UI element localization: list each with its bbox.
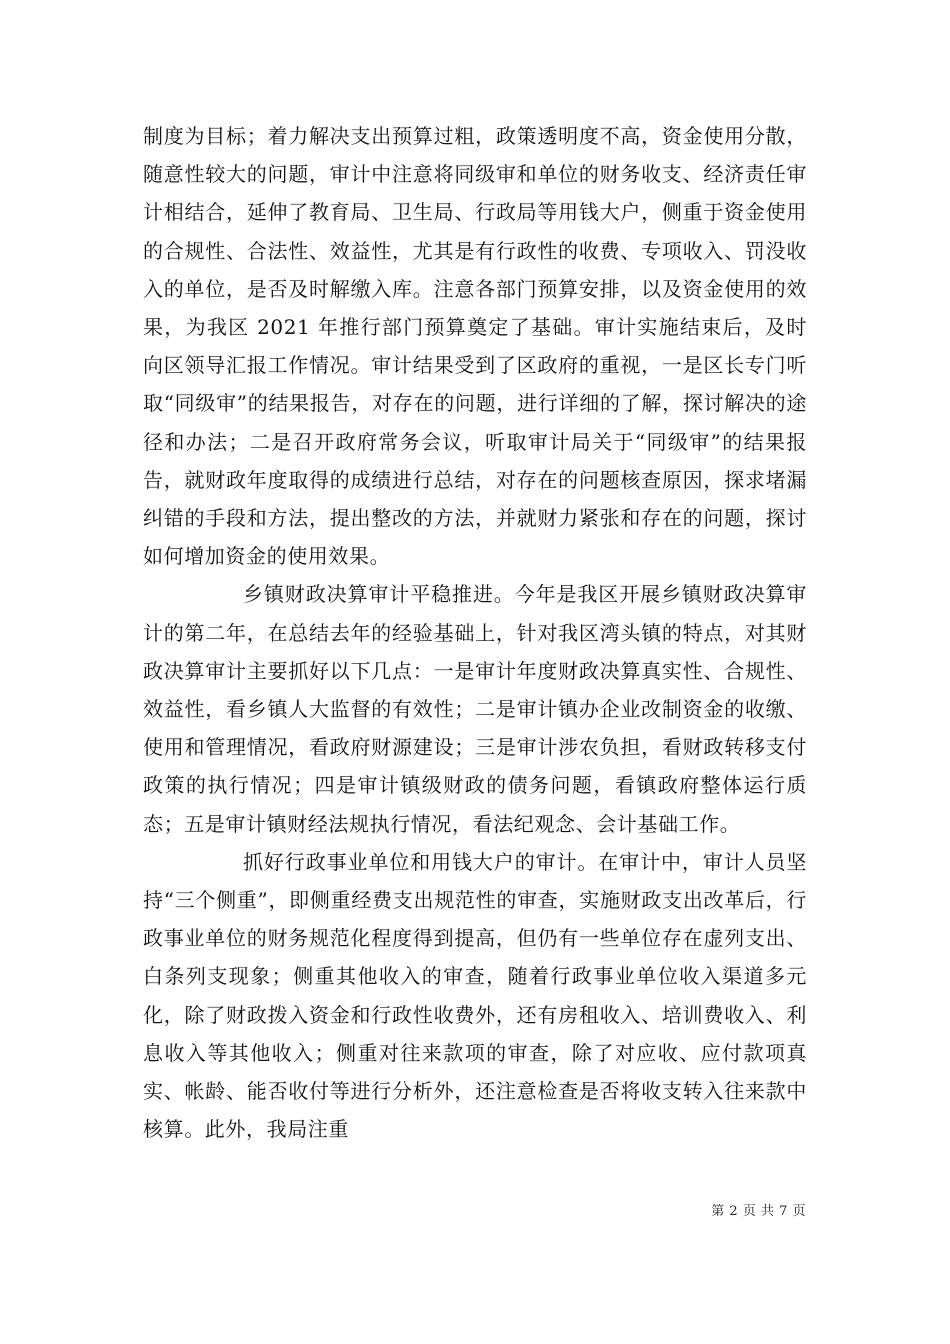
document-body xyxy=(143,117,807,1148)
paragraph-administrative-audit: 抓好行政事业单位和用钱大户的审计。在审计中，审计人员坚持“三个侧重”，即侧重经费支出规范性的审查，实施财政支出改革后，行政事业单位的财务规范化程度得到提高，但仍有一些单位存在虚列支出、白条列支现象；侧重其他收入的审查，随着行政事业单位收入渠道多元化，除了财政拨入资金和行政性收费外，还有房租收入、培训费收入、利息收入等其他收入；侧重对往来款项的审查，除了对应收、应付款项真实、帐龄、能否收付等进行分析外，还注意检查是否将收支转入往来款中核算。此外，我局注重 xyxy=(143,849,807,1142)
paragraph-township-audit: 乡镇财政决算审计平稳推进。今年是我区开展乡镇财政决算审计的第二年，在总结去年的经验基础上，针对我区湾头镇的特点，对其财政决算审计主要抓好以下几点：一是审计年度财政决算真实性、合规性、效益性，看乡镇人大监督的有效性；二是审计镇办企业改制资金的收缴、使用和管理情况，看政府财源建设；三是审计涉农负担，看财政转移支付政策的执行情况；四是审计镇级财政的债务问题，看镇政府整体运行质态；五是审计镇财经法规执行情况，看法纪观念、会计基础工作。 xyxy=(143,582,807,836)
page-footer: 第 2 页 共 7 页 xyxy=(711,1204,806,1219)
paragraph-budget-audit: 制度为目标；着力解决支出预算过粗，政策透明度不高，资金使用分散，随意性较大的问题，审计中注意将同级审和单位的财务收支、经济责任审计相结合，延伸了教育局、卫生局、行政局等用钱大户，侧重于资金使用的合规性、合法性、效益性，尤其是有行政性的收费、专项收入、罚没收入的单位，是否及时解缴入库。注意各部门预算安排，以及资金使用的效果，为我区 2021 年推行部门预算奠定了基础。审计实施结束后，及时向区领导汇报工作情况。审计结果受到了区政府的重视，一是区长专门听取“同级审”的结果报告，对存在的问题，进行详细的了解，探讨解决的途径和办法；二是召开政府常务会议，听取审计局关于“同级审”的结果报告，就财政年度取得的成绩进行总结，对存在的问题核查原因，探求堵漏纠错的手段和方法，提出整改的方法，并就财力紧张和存在的问题，探讨如何增加资金的使用效果。 xyxy=(143,124,807,569)
